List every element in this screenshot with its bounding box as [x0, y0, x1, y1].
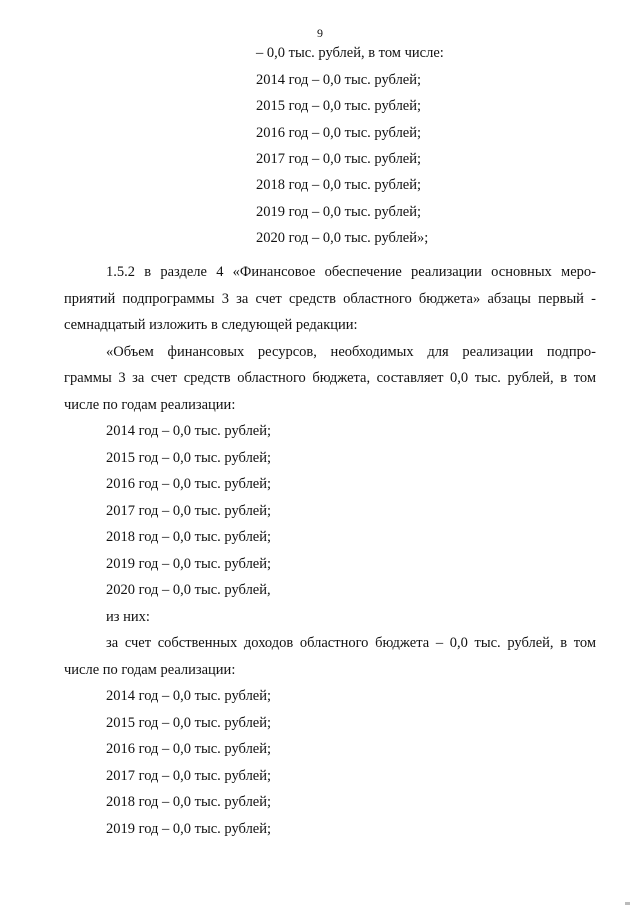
year-line: 2019 год – 0,0 тыс. рублей;	[106, 821, 272, 837]
section-body-line: семнадцатый изложить в следующей редакции:	[64, 317, 358, 333]
quote-line: «Объем финансовых ресурсов, необходимых для реализации подпро-	[106, 344, 596, 360]
top-year-line: 2015 год – 0,0 тыс. рублей;	[256, 98, 422, 114]
top-year-line: 2018 год – 0,0 тыс. рублей;	[256, 177, 422, 193]
quote-line: числе по годам реализации:	[64, 397, 236, 413]
page-number: 9	[317, 26, 323, 40]
year-line: 2016 год – 0,0 тыс. рублей;	[106, 476, 272, 492]
section-body-line: приятий подпрограммы 3 за счет средств областного бюджета» абзацы первый -	[64, 291, 596, 307]
year-line: 2017 год – 0,0 тыс. рублей;	[106, 503, 272, 519]
top-year-line: 2014 год – 0,0 тыс. рублей;	[256, 72, 422, 88]
year-line: 2014 год – 0,0 тыс. рублей;	[106, 688, 272, 704]
year-line: 2017 год – 0,0 тыс. рублей;	[106, 768, 272, 784]
own-income-line: числе по годам реализации:	[64, 662, 236, 678]
top-block-intro: – 0,0 тыс. рублей, в том числе:	[256, 45, 444, 61]
year-line: 2020 год – 0,0 тыс. рублей,	[106, 582, 271, 598]
year-line: 2014 год – 0,0 тыс. рублей;	[106, 423, 272, 439]
top-year-line: 2020 год – 0,0 тыс. рублей»;	[256, 230, 429, 246]
section-heading-line: 1.5.2 в разделе 4 «Финансовое обеспечение реализации основных меро-	[106, 264, 596, 280]
iz-nih-label: из них:	[106, 609, 150, 625]
year-line: 2018 год – 0,0 тыс. рублей;	[106, 529, 272, 545]
year-line: 2015 год – 0,0 тыс. рублей;	[106, 450, 272, 466]
year-line: 2018 год – 0,0 тыс. рублей;	[106, 794, 272, 810]
own-income-line: за счет собственных доходов областного бюджета – 0,0 тыс. рублей, в том	[106, 635, 596, 651]
quote-line: граммы 3 за счет средств областного бюджета, составляет 0,0 тыс. рублей, в том	[64, 370, 596, 386]
top-year-line: 2016 год – 0,0 тыс. рублей;	[256, 125, 422, 141]
top-year-line: 2017 год – 0,0 тыс. рублей;	[256, 151, 422, 167]
year-line: 2016 год – 0,0 тыс. рублей;	[106, 741, 272, 757]
year-line: 2015 год – 0,0 тыс. рублей;	[106, 715, 272, 731]
year-line: 2019 год – 0,0 тыс. рублей;	[106, 556, 272, 572]
top-year-line: 2019 год – 0,0 тыс. рублей;	[256, 204, 422, 220]
